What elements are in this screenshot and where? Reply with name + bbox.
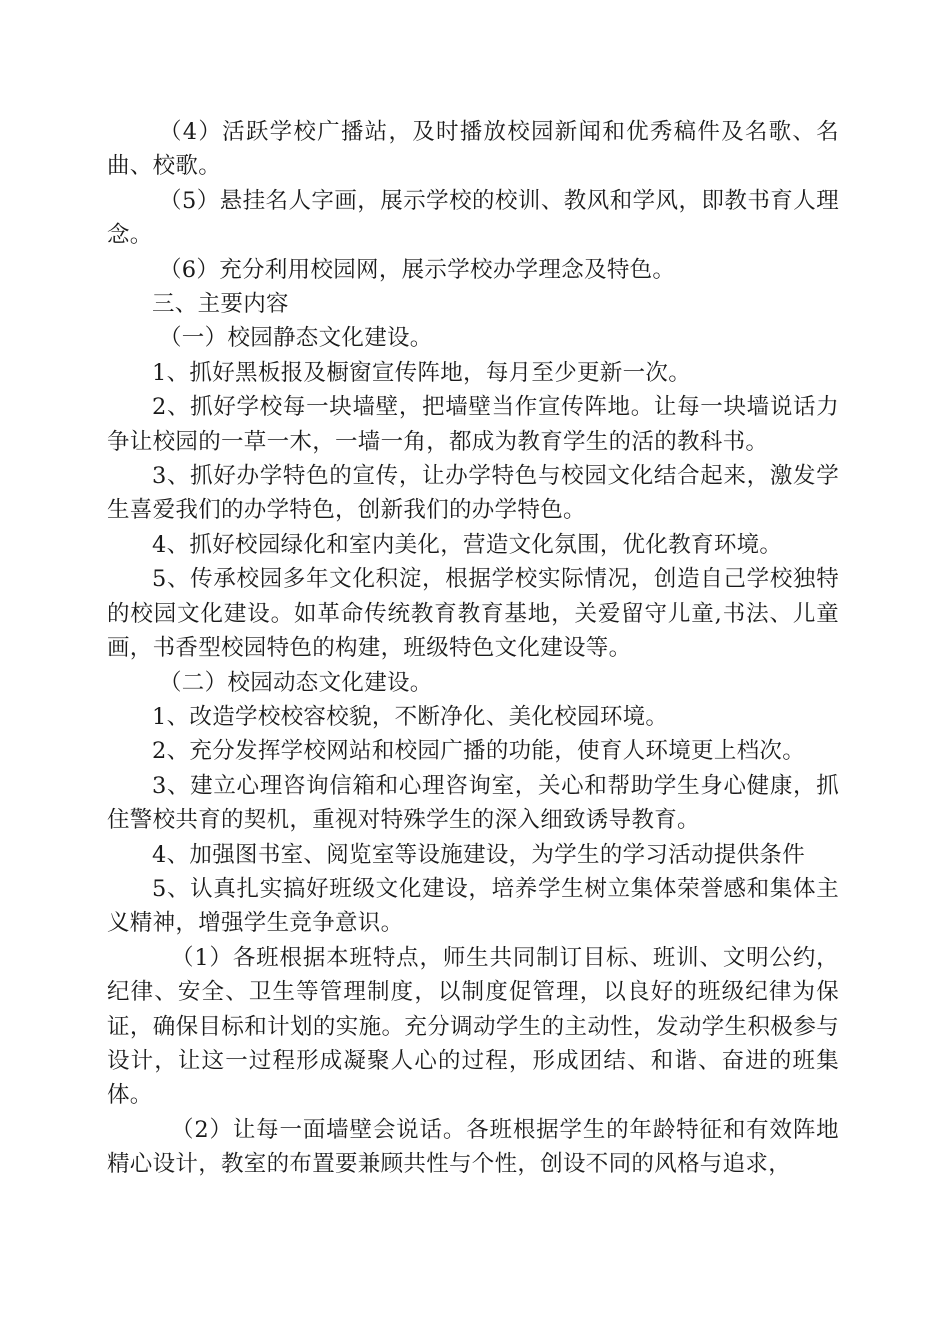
sub-item-classroom-walls: （2）让每一面墙壁会说话。各班根据学生的年龄特征和有效阵地精心设计，教室的布置要兼顾共性与个性，创设不同的风格与追求， xyxy=(107,1116,839,1178)
paragraph-broadcast-station: （4）活跃学校广播站，及时播放校园新闻和优秀稿件及名歌、名曲、校歌。 xyxy=(107,119,839,180)
list-item-dynamic-5: 5、认真扎实搞好班级文化建设，培养学生树立集体荣誉感和集体主义精神，增强学生竞争意识。 xyxy=(107,875,839,937)
subheading-dynamic-culture: （二）校园动态文化建设。 xyxy=(159,669,433,696)
list-item-dynamic-3: 3、建立心理咨询信箱和心理咨询室，关心和帮助学生身心健康，抓住警校共育的契机，重视对特殊学生的深入细致诱导教育。 xyxy=(107,772,839,834)
paragraph-campus-network: （6）充分利用校园网，展示学校办学理念及特色。 xyxy=(159,256,676,283)
list-item-dynamic-2: 2、充分发挥学校网站和校园广播的功能，使育人环境更上档次。 xyxy=(152,738,806,765)
list-item-dynamic-4: 4、加强图书室、阅览室等设施建设，为学生的学习活动提供条件 xyxy=(152,841,806,868)
subheading-static-culture: （一）校园静态文化建设。 xyxy=(159,325,433,352)
list-item-dynamic-1: 1、改造学校校容校貌，不断净化、美化校园环境。 xyxy=(152,703,669,730)
paragraph-calligraphy: （5）悬挂名人字画，展示学校的校训、教风和学风，即教书育人理念。 xyxy=(107,187,839,249)
list-item-static-4: 4、抓好校园绿化和室内美化，营造文化氛围，优化教育环境。 xyxy=(152,531,783,558)
section-heading-main-content: 三、主要内容 xyxy=(152,291,289,318)
list-item-static-2: 2、抓好学校每一块墙壁，把墙壁当作宣传阵地。让每一块墙说话力争让校园的一草一木，一墙一角，都成为教育学生的活的教科书。 xyxy=(107,394,839,455)
sub-item-class-rules: （1）各班根据本班特点，师生共同制订目标、班训、文明公约，纪律、安全、卫生等管理制度，以制度促管理，以良好的班级纪律为保证，确保目标和计划的实施。充分调动学生的主动性，发动学生积极参与设计，让这一过程形成凝聚人心的过程，形成团结、和谐、奋进的班集体。 xyxy=(107,944,839,1109)
list-item-static-3: 3、抓好办学特色的宣传，让办学特色与校园文化结合起来，激发学生喜爱我们的办学特色，创新我们的办学特色。 xyxy=(107,463,839,524)
list-item-static-5: 5、传承校园多年文化积淀，根据学校实际情况，创造自己学校独特的校园文化建设。如革命传统教育教育基地，关爱留守儿童,书法、儿童画，书香型校园特色的构建，班级特色文化建设等。 xyxy=(107,566,839,662)
document-body xyxy=(107,115,839,1182)
list-item-static-1: 1、抓好黑板报及橱窗宣传阵地，每月至少更新一次。 xyxy=(152,359,692,386)
